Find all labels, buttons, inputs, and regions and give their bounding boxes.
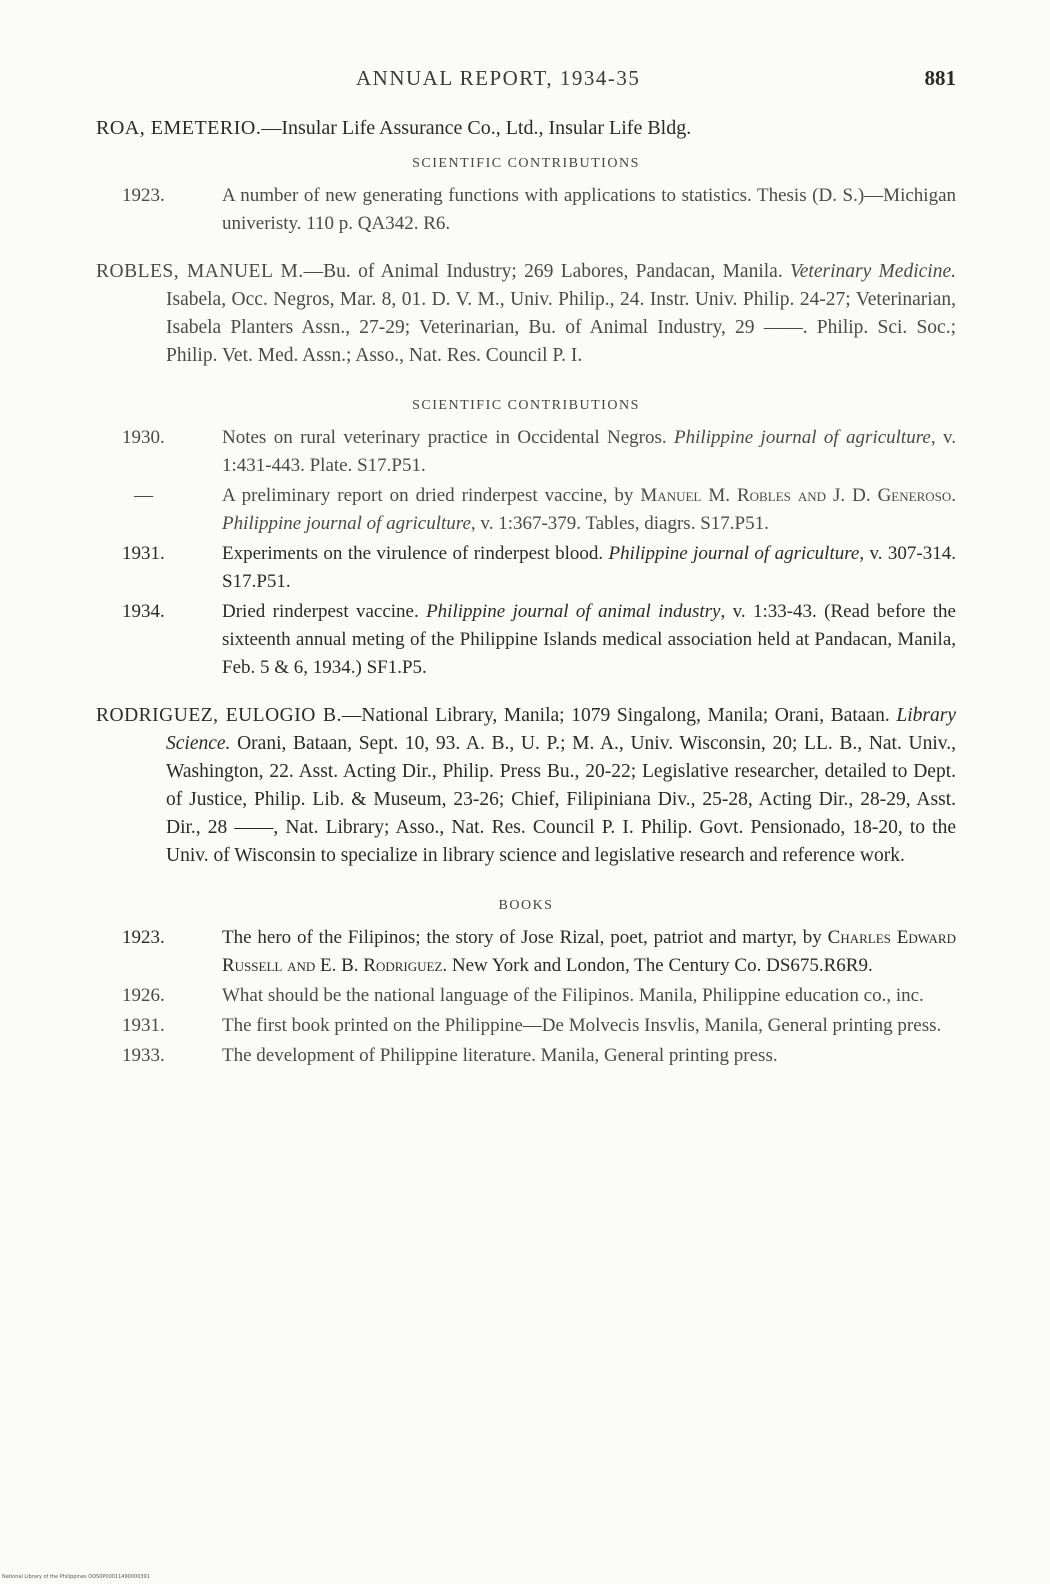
contribution-citation: , v. 1:367-379. Tables, diagrs. S17.P51.	[470, 513, 769, 534]
journal-title: Philippine journal of agriculture	[608, 543, 860, 564]
contribution-item	[96, 424, 956, 480]
body-text	[96, 114, 956, 1072]
contribution-text: What should be the national language of the Filipinos. Manila, Philippine education co., inc.	[222, 985, 924, 1006]
contribution-year: 1923.	[122, 927, 165, 948]
entry-name: ROA, EMETERIO.	[96, 117, 262, 139]
entry-name: ROBLES, MANUEL M.	[96, 261, 304, 282]
entry-details-post: Isabela, Occ. Negros, Mar. 8, 01. D. V. M., Univ. Philip., 24. Instr. Univ. Philip. 24-27; Veterinarian, Isabela Planters Assn., 27-29; Veterinarian, Bu. of Animal Industry, 29 ——. Philip. Sci. Soc.; Philip. Vet. Med. Assn.; Asso., Nat. Res. Council P. I.	[166, 289, 956, 366]
contribution-text: The first book printed on the Philippine—De Molvecis Insvlis, Manila, General printing press.	[222, 1015, 942, 1036]
entry-details: —Insular Life Assurance Co., Ltd., Insular Life Bldg.	[261, 117, 692, 139]
running-title: ANNUAL REPORT, 1934-35	[356, 66, 641, 90]
contribution-year: 1933.	[122, 1045, 165, 1066]
journal-title: Philippine journal of agriculture	[674, 427, 931, 448]
entry-details-pre: —Bu. of Animal Industry; 269 Labores, Pandacan, Manila.	[303, 261, 791, 282]
contribution-item	[96, 1012, 956, 1040]
entry-robles	[96, 258, 956, 370]
contribution-text: A preliminary report on dried rinderpest vaccine, by	[222, 485, 641, 506]
entry-field: Library Science.	[166, 705, 956, 754]
entry-roa	[96, 114, 956, 142]
contribution-text: Dried rinderpest vaccine.	[222, 601, 427, 622]
running-head	[96, 66, 956, 94]
contribution-item	[96, 482, 956, 538]
contribution-year: 1930.	[122, 427, 165, 448]
contribution-year: 1926.	[122, 985, 165, 1006]
contribution-text: A number of new generating functions with applications to statistics. Thesis (D. S.)—Michigan univeristy. 110 p. QA342. R6.	[222, 185, 956, 234]
contribution-year: 1931.	[122, 543, 165, 564]
journal-title: Philippine journal of agriculture	[222, 513, 471, 534]
contribution-text: The development of Philippine literature. Manila, General printing press.	[222, 1045, 778, 1066]
contribution-authors: Manuel M. Robles and J. D. Generoso	[640, 485, 952, 506]
scan-footer: National Library of the Philippines DOS0P00011490000391	[2, 1574, 150, 1580]
contribution-item	[96, 540, 956, 596]
page-number: 881	[924, 66, 956, 90]
contribution-citation: , v. 1:33-43. (Read before the sixteenth annual meting of the Philippine Islands medical association held at Pandacan, Manila, Feb. 5 & 6, 1934.) SF1.P5.	[222, 601, 956, 678]
entry-field: Veterinary Medicine.	[790, 261, 956, 282]
contribution-item	[96, 924, 956, 980]
journal-title: Philippine journal of animal industry	[426, 601, 721, 622]
contribution-text: Notes on rural veterinary practice in Occidental Negros.	[222, 427, 675, 448]
section-heading: BOOKS	[498, 898, 554, 913]
contribution-item	[96, 1042, 956, 1070]
section-heading: SCIENTIFIC CONTRIBUTIONS	[412, 398, 640, 413]
entry-rodriguez	[96, 702, 956, 870]
contribution-year: —	[134, 485, 153, 506]
entry-details-pre: —National Library, Manila; 1079 Singalong, Manila; Orani, Bataan.	[341, 705, 897, 726]
contribution-separator: .	[951, 485, 956, 506]
contribution-citation: , v. 1:431-443. Plate. S17.P51.	[222, 427, 956, 476]
entry-name: RODRIGUEZ, EULOGIO B.	[96, 705, 342, 726]
contribution-year: 1934.	[122, 601, 165, 622]
contribution-citation: . New York and London, The Century Co. DS675.R6R9.	[442, 955, 873, 976]
contribution-item	[96, 598, 956, 682]
contribution-year: 1923.	[122, 185, 165, 206]
contribution-authors: Charles Edward Russell and E. B. Rodriguez	[222, 927, 956, 976]
contribution-item	[96, 182, 956, 238]
contribution-text: The hero of the Filipinos; the story of Jose Rizal, poet, patriot and martyr, by	[222, 927, 828, 948]
section-heading: SCIENTIFIC CONTRIBUTIONS	[412, 156, 640, 171]
contribution-year: 1931.	[122, 1015, 165, 1036]
contribution-citation: , v. 307-314. S17.P51.	[222, 543, 957, 592]
contribution-text: Experiments on the virulence of rinderpest blood.	[222, 543, 609, 564]
entry-details-post: Orani, Bataan, Sept. 10, 93. A. B., U. P.; M. A., Univ. Wisconsin, 20; LL. B., Nat. Univ., Washington, 22. Asst. Acting Dir., Philip. Press Bu., 20-22; Legislative researcher, detailed to Dept. of Justice, Philip. Lib. & Museum, 23-26; Chief, Filipiniana Div., 25-28, Acting Dir., 28-29, Asst. Dir., 28 ——, Nat. Library; Asso., Nat. Res. Council P. I. Philip. Govt. Pensionado, 18-20, to the Univ. of Wisconsin to specialize in library science and legislative research and reference work.	[166, 733, 956, 866]
contribution-item	[96, 982, 956, 1010]
